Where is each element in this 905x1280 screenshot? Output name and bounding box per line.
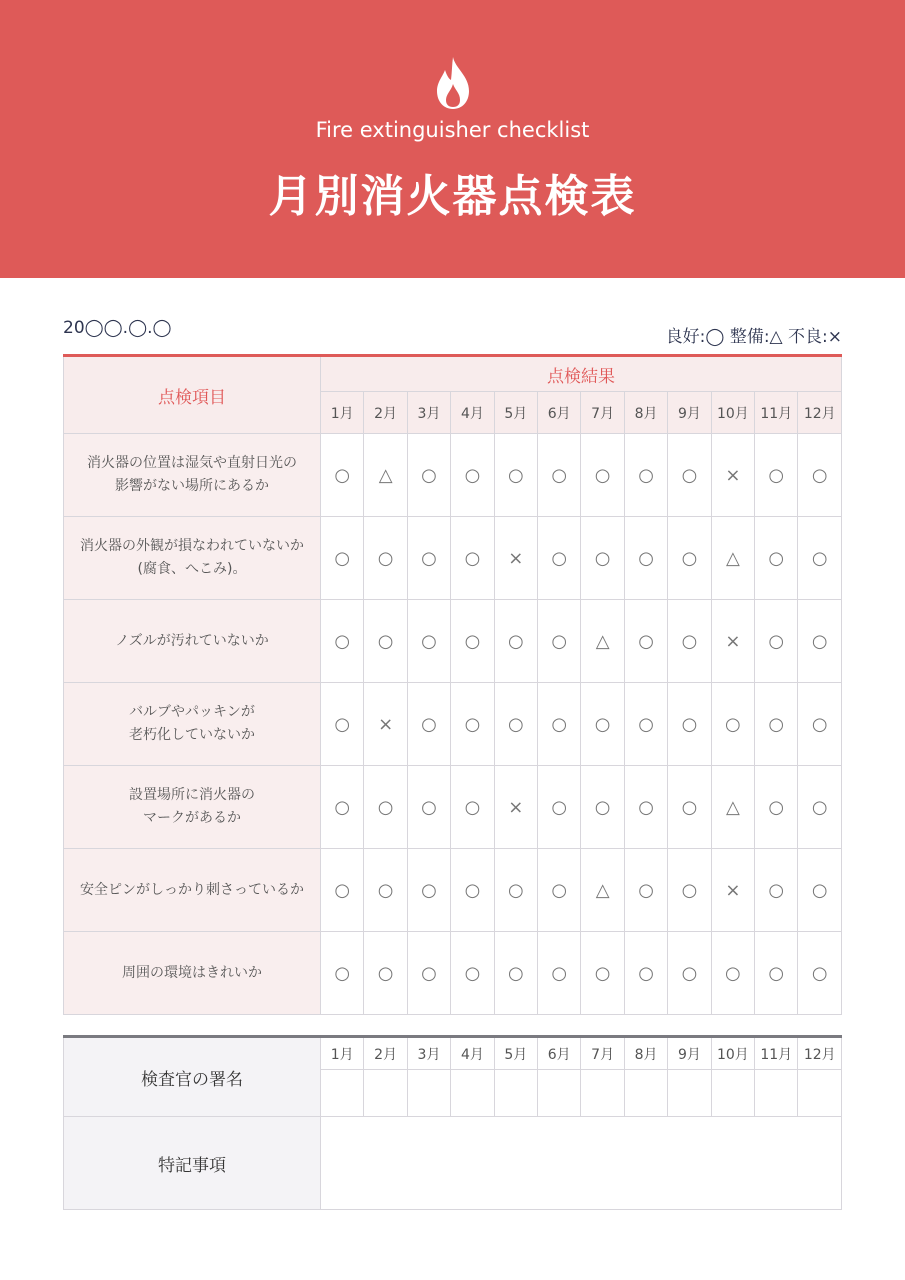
result-mark[interactable]: △: [711, 766, 754, 849]
result-mark[interactable]: ○: [711, 932, 754, 1015]
result-mark[interactable]: ○: [494, 600, 537, 683]
month-header: 8月: [624, 392, 667, 434]
check-item-line: 消火器の位置は湿気や直射日光の: [87, 455, 297, 471]
result-mark[interactable]: ○: [538, 683, 581, 766]
header-banner: [0, 0, 905, 278]
result-mark[interactable]: ○: [321, 849, 364, 932]
result-mark[interactable]: ○: [538, 849, 581, 932]
signature-cell[interactable]: [755, 1070, 798, 1117]
signature-cell[interactable]: [407, 1070, 450, 1117]
month-header: 4月: [451, 1037, 494, 1070]
result-mark[interactable]: ○: [668, 600, 711, 683]
result-mark[interactable]: ○: [668, 434, 711, 517]
signature-cell[interactable]: [668, 1070, 711, 1117]
result-mark[interactable]: ○: [755, 517, 798, 600]
result-mark[interactable]: ×: [711, 600, 754, 683]
result-mark[interactable]: ○: [755, 434, 798, 517]
result-mark[interactable]: ○: [451, 434, 494, 517]
legend: 良好:◯ 整備:△ 不良:×: [665, 327, 842, 347]
month-header: 8月: [624, 1037, 667, 1070]
table-row: [64, 600, 842, 683]
month-header: 9月: [668, 1037, 711, 1070]
result-mark[interactable]: ×: [494, 766, 537, 849]
check-item: [64, 766, 321, 849]
result-mark[interactable]: △: [711, 517, 754, 600]
result-mark[interactable]: △: [581, 600, 624, 683]
result-mark[interactable]: ○: [668, 517, 711, 600]
result-mark[interactable]: ○: [624, 600, 667, 683]
result-mark[interactable]: ○: [407, 683, 450, 766]
month-header: 12月: [798, 1037, 842, 1070]
result-mark[interactable]: ○: [624, 434, 667, 517]
result-mark[interactable]: ○: [538, 600, 581, 683]
result-mark[interactable]: ○: [755, 600, 798, 683]
result-mark[interactable]: ○: [668, 683, 711, 766]
result-mark[interactable]: ×: [494, 517, 537, 600]
result-mark[interactable]: ○: [451, 517, 494, 600]
checklist-table: [63, 354, 842, 1015]
result-mark[interactable]: ○: [581, 932, 624, 1015]
result-header: 点検結果: [321, 356, 842, 392]
result-mark[interactable]: ×: [711, 849, 754, 932]
table-row: [64, 849, 842, 932]
result-mark[interactable]: ×: [364, 683, 407, 766]
result-mark[interactable]: ○: [538, 766, 581, 849]
check-item-line: 消火器の外観が損なわれていないか: [80, 538, 304, 554]
item-header: 点検項目: [64, 356, 321, 434]
check-item-line: バルブやパッキンが: [129, 704, 255, 720]
month-header: 3月: [407, 1037, 450, 1070]
result-mark[interactable]: ○: [798, 766, 842, 849]
result-mark[interactable]: ○: [755, 766, 798, 849]
result-mark[interactable]: ○: [755, 932, 798, 1015]
signature-cell[interactable]: [711, 1070, 754, 1117]
table-row: [64, 683, 842, 766]
result-mark[interactable]: ○: [407, 517, 450, 600]
check-item-line: (腐食、へこみ)。: [137, 561, 247, 577]
result-mark[interactable]: ○: [668, 932, 711, 1015]
check-item: [64, 683, 321, 766]
result-mark[interactable]: ○: [798, 849, 842, 932]
result-mark[interactable]: ○: [321, 766, 364, 849]
result-mark[interactable]: ○: [321, 932, 364, 1015]
result-mark[interactable]: ○: [494, 932, 537, 1015]
signature-cell[interactable]: [451, 1070, 494, 1117]
result-mark[interactable]: ○: [581, 517, 624, 600]
result-mark[interactable]: ○: [798, 683, 842, 766]
result-mark[interactable]: ○: [538, 932, 581, 1015]
signature-cell[interactable]: [364, 1070, 407, 1117]
month-header: 3月: [407, 392, 450, 434]
month-header: 12月: [798, 392, 842, 434]
check-item: [64, 849, 321, 932]
result-mark[interactable]: ○: [321, 434, 364, 517]
month-header: 2月: [364, 392, 407, 434]
flame-icon: [433, 56, 473, 110]
result-mark[interactable]: ○: [451, 683, 494, 766]
month-header: 10月: [711, 392, 754, 434]
result-mark[interactable]: ○: [364, 766, 407, 849]
month-header: 11月: [755, 392, 798, 434]
table-row: [64, 517, 842, 600]
result-mark[interactable]: ○: [624, 683, 667, 766]
result-mark[interactable]: ○: [581, 683, 624, 766]
subtitle: Fire extinguisher checklist: [315, 118, 590, 142]
result-mark[interactable]: ○: [581, 434, 624, 517]
notes-field[interactable]: [321, 1117, 842, 1210]
month-header: 1月: [321, 392, 364, 434]
month-header: 1月: [321, 1037, 364, 1070]
result-mark[interactable]: ○: [407, 766, 450, 849]
result-mark[interactable]: ○: [407, 849, 450, 932]
result-mark[interactable]: ○: [321, 600, 364, 683]
month-header: 7月: [581, 1037, 624, 1070]
result-mark[interactable]: ○: [364, 517, 407, 600]
check-item: [64, 600, 321, 683]
result-mark[interactable]: ○: [321, 517, 364, 600]
result-mark[interactable]: ○: [624, 517, 667, 600]
result-mark[interactable]: ○: [407, 600, 450, 683]
signature-cell[interactable]: [321, 1070, 364, 1117]
month-header: 6月: [538, 392, 581, 434]
month-header: 5月: [494, 392, 537, 434]
result-mark[interactable]: △: [581, 849, 624, 932]
signature-table: [63, 1035, 842, 1210]
check-item: [64, 932, 321, 1015]
month-header: 9月: [668, 392, 711, 434]
date-field: 20◯◯.◯.◯: [63, 318, 172, 338]
signature-cell[interactable]: [624, 1070, 667, 1117]
check-item-line: ノズルが汚れていないか: [115, 632, 269, 649]
result-mark[interactable]: ○: [451, 600, 494, 683]
notes-label: 特記事項: [64, 1117, 321, 1210]
page-title: 月別消火器点検表: [268, 171, 637, 222]
check-item: [64, 434, 321, 517]
result-mark[interactable]: ○: [494, 849, 537, 932]
result-mark[interactable]: ○: [407, 434, 450, 517]
month-header: 5月: [494, 1037, 537, 1070]
result-mark[interactable]: ○: [364, 849, 407, 932]
table-row: [64, 932, 842, 1015]
signature-cell[interactable]: [798, 1070, 842, 1117]
result-mark[interactable]: ○: [711, 683, 754, 766]
result-mark[interactable]: ○: [668, 849, 711, 932]
result-mark[interactable]: ○: [798, 434, 842, 517]
month-header: 4月: [451, 392, 494, 434]
month-header: 6月: [538, 1037, 581, 1070]
result-mark[interactable]: ○: [451, 766, 494, 849]
signature-cell[interactable]: [494, 1070, 537, 1117]
check-item-line: 老朽化していないか: [129, 727, 255, 743]
result-mark[interactable]: ○: [668, 766, 711, 849]
signature-cell[interactable]: [581, 1070, 624, 1117]
signature-label: 検査官の署名: [64, 1037, 321, 1117]
result-mark[interactable]: ○: [494, 434, 537, 517]
result-mark[interactable]: ○: [624, 932, 667, 1015]
result-mark[interactable]: △: [364, 434, 407, 517]
month-header: 7月: [581, 392, 624, 434]
check-item-line: 周囲の環境はきれいか: [122, 964, 262, 981]
result-mark[interactable]: ○: [451, 932, 494, 1015]
check-item-line: 設置場所に消火器の: [129, 787, 255, 803]
check-item-line: マークがあるか: [143, 810, 241, 826]
result-mark[interactable]: ○: [798, 517, 842, 600]
result-mark[interactable]: ×: [711, 434, 754, 517]
signature-cell[interactable]: [538, 1070, 581, 1117]
result-mark[interactable]: ○: [321, 683, 364, 766]
result-mark[interactable]: ○: [451, 849, 494, 932]
table-row: [64, 434, 842, 517]
result-mark[interactable]: ○: [798, 932, 842, 1015]
result-mark[interactable]: ○: [364, 932, 407, 1015]
result-mark[interactable]: ○: [538, 434, 581, 517]
result-mark[interactable]: ○: [624, 766, 667, 849]
month-header: 10月: [711, 1037, 754, 1070]
table-row: [64, 766, 842, 849]
result-mark[interactable]: ○: [581, 766, 624, 849]
result-mark[interactable]: ○: [624, 849, 667, 932]
result-mark[interactable]: ○: [798, 600, 842, 683]
result-mark[interactable]: ○: [755, 683, 798, 766]
check-item-line: 安全ピンがしっかり刺さっているか: [80, 881, 304, 898]
check-item: [64, 517, 321, 600]
result-mark[interactable]: ○: [538, 517, 581, 600]
check-item-line: 影響がない場所にあるか: [115, 478, 269, 494]
result-mark[interactable]: ○: [364, 600, 407, 683]
result-mark[interactable]: ○: [494, 683, 537, 766]
month-header: 11月: [755, 1037, 798, 1070]
result-mark[interactable]: ○: [407, 932, 450, 1015]
result-mark[interactable]: ○: [755, 849, 798, 932]
month-header: 2月: [364, 1037, 407, 1070]
